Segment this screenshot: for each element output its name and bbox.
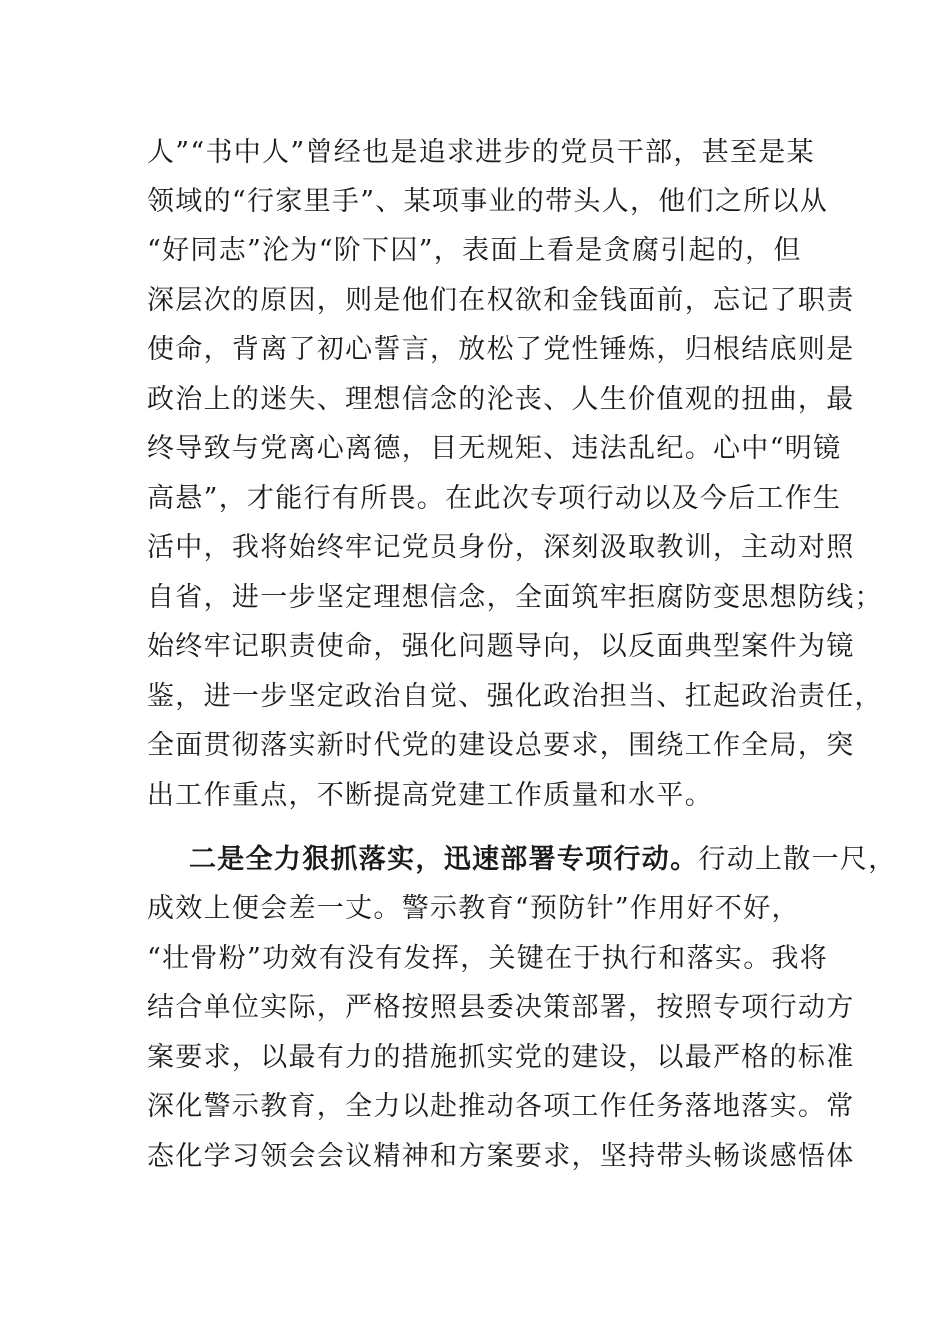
paragraph-1-line-10: 自省，进一步坚定理想信念，全面筑牢拒腐防变思想防线； [147,582,883,613]
paragraph-2-line-7: 态化学习领会会议精神和方案要求，坚持带头畅谈感悟体 [147,1141,855,1172]
paragraph-1-line-13: 全面贯彻落实新时代党的建设总要求，围绕工作全局，突 [147,730,855,761]
paragraph-1-line-5: 使命，背离了初心誓言，放松了党性锤炼，归根结底则是 [147,334,855,365]
paragraph-2-line-3: “壮骨粉”功效有没有发挥，关键在于执行和落实。我将 [147,943,829,974]
paragraph-1-line-7: 终导致与党离心离德，目无规矩、违法乱纪。心中“明镜 [147,433,842,464]
paragraph-1-line-12: 鉴，进一步坚定政治自觉、强化政治担当、扛起政治责任， [147,681,883,712]
paragraph-1-line-11: 始终牢记职责使命，强化问题导向，以反面典型案件为镜 [147,631,855,662]
paragraph-2-line-5: 案要求，以最有力的措施抓实党的建设，以最严格的标准 [147,1042,855,1073]
paragraph-1-line-1: 人”“书中人”曾经也是追求进步的党员干部，甚至是某 [147,137,815,168]
paragraph-1-line-3: “好同志”沦为“阶下囚”，表面上看是贪腐引起的，但 [147,235,802,266]
paragraph-2-first-line [189,843,897,877]
paragraph-1-line-4: 深层次的原因，则是他们在权欲和金钱面前，忘记了职责 [147,285,855,316]
paragraph-2-first-line-rest: 行动上散一尺， [698,844,897,875]
paragraph-2-heading: 二是全力狠抓落实，迅速部署专项行动。 [189,844,699,875]
paragraph-2-line-6: 深化警示教育，全力以赴推动各项工作任务落地落实。常 [147,1091,855,1122]
paragraph-1-line-6: 政治上的迷失、理想信念的沦丧、人生价值观的扭曲，最 [147,384,855,415]
paragraph-2-line-4: 结合单位实际，严格按照县委决策部署，按照专项行动方 [147,992,855,1023]
paragraph-1-line-9: 活中，我将始终牢记党员身份，深刻汲取教训，主动对照 [147,532,855,563]
paragraph-1-line-2: 领域的“行家里手”、某项事业的带头人，他们之所以从 [147,186,829,217]
paragraph-1-line-8: 高悬”，才能行有所畏。在此次专项行动以及今后工作生 [147,483,842,514]
paragraph-1-line-14: 出工作重点，不断提高党建工作质量和水平。 [147,780,713,811]
paragraph-2-line-2: 成效上便会差一丈。警示教育“预防针”作用好不好， [147,893,800,924]
